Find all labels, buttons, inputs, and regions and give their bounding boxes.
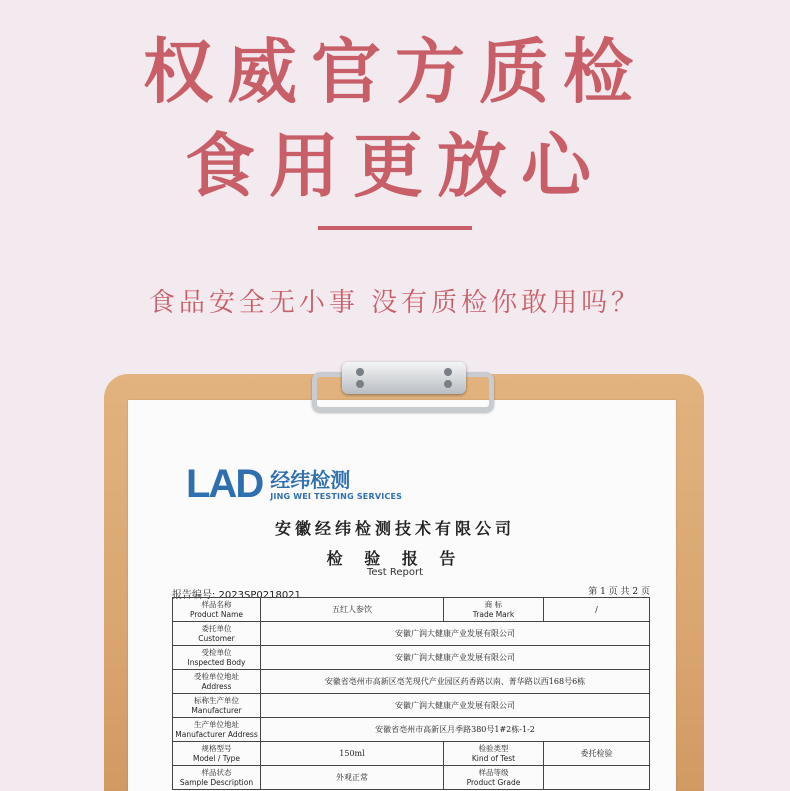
logo-mark: [186, 464, 262, 504]
report-title: 检 验 报 告: [326, 549, 464, 568]
headline-line-1: 权威官方质检: [143, 30, 647, 113]
row-value: 安徽省亳州市高新区亳芜现代产业园区药香路以南、菁华路以西168号6栋: [261, 670, 650, 694]
row-label-en: Manufacturer: [191, 705, 242, 715]
row-value: [544, 766, 650, 790]
row-label: 检验类型: [478, 743, 509, 753]
row-label: 标称生产单位: [194, 695, 239, 705]
row-value: 安徽广润大健康产业发展有限公司: [261, 622, 650, 646]
table-row: [173, 622, 650, 646]
row-value: 150ml: [261, 742, 444, 766]
row-label-en: Model / Type: [192, 753, 241, 763]
row-label-en: Manufacturer Address: [175, 729, 258, 739]
report-number: 报告编号: 2023SP0218021: [172, 590, 301, 601]
row-label: 生产单位地址: [194, 719, 239, 729]
row-label-en: Address: [201, 681, 232, 691]
row-label: 样品状态: [201, 767, 232, 777]
table-row: [173, 718, 650, 742]
table-row: [173, 598, 650, 622]
rivet-icon: [444, 368, 452, 376]
row-value: 五红人参饮: [261, 598, 444, 622]
subtitle: 食品安全无小事 没有质检你敢用吗？: [148, 288, 642, 318]
logo-chinese-name: 经纬检测: [270, 467, 351, 492]
row-value: 安徽广润大健康产业发展有限公司: [261, 646, 650, 670]
row-label: 商 标: [484, 599, 503, 609]
logo-english-name: JING WEI TESTING SERVICES: [270, 491, 403, 501]
table-row: [173, 646, 650, 670]
row-label: 规格型号: [201, 743, 232, 753]
row-value: 安徽广润大健康产业发展有限公司: [261, 694, 650, 718]
row-label-en: Product Grade: [466, 777, 521, 787]
report-title-en: Test Report: [366, 567, 424, 578]
row-label-en: Sample Description: [179, 777, 254, 787]
row-label-en: Inspected Body: [187, 657, 246, 667]
row-label: 受检单位: [201, 647, 232, 657]
row-label: 受检单位地址: [194, 671, 239, 681]
table-row: [173, 670, 650, 694]
row-value: 外观正常: [261, 766, 444, 790]
row-label-en: Product Name: [190, 609, 243, 619]
logo-text: LAD: [186, 462, 263, 506]
rivet-icon: [356, 368, 364, 376]
row-value: 委托检验: [544, 742, 650, 766]
row-label-en: Trade Mark: [472, 609, 515, 619]
page-info: 第 1 页 共 2 页: [588, 587, 650, 597]
row-label: 委托单位: [201, 623, 232, 633]
rivet-icon: [444, 380, 452, 388]
lab-logo: [186, 464, 402, 504]
rivet-icon: [356, 380, 364, 388]
divider: [318, 226, 472, 230]
row-label-en: Kind of Test: [471, 753, 516, 763]
table-row: [173, 766, 650, 790]
row-value: 安徽省亳州市高新区月季路380号1#2栋-1-2: [261, 718, 650, 742]
row-label: 样品等级: [478, 767, 509, 777]
row-label: 样品名称: [201, 599, 232, 609]
report-table: [172, 597, 650, 790]
company-name: 安徽经纬检测技术有限公司: [274, 519, 515, 538]
clip-plate: [342, 362, 466, 394]
headline-line-2: 食用更放心: [185, 124, 605, 207]
table-row: [173, 742, 650, 766]
row-value: /: [544, 598, 650, 622]
table-row: [173, 694, 650, 718]
row-label-en: Customer: [198, 633, 235, 643]
